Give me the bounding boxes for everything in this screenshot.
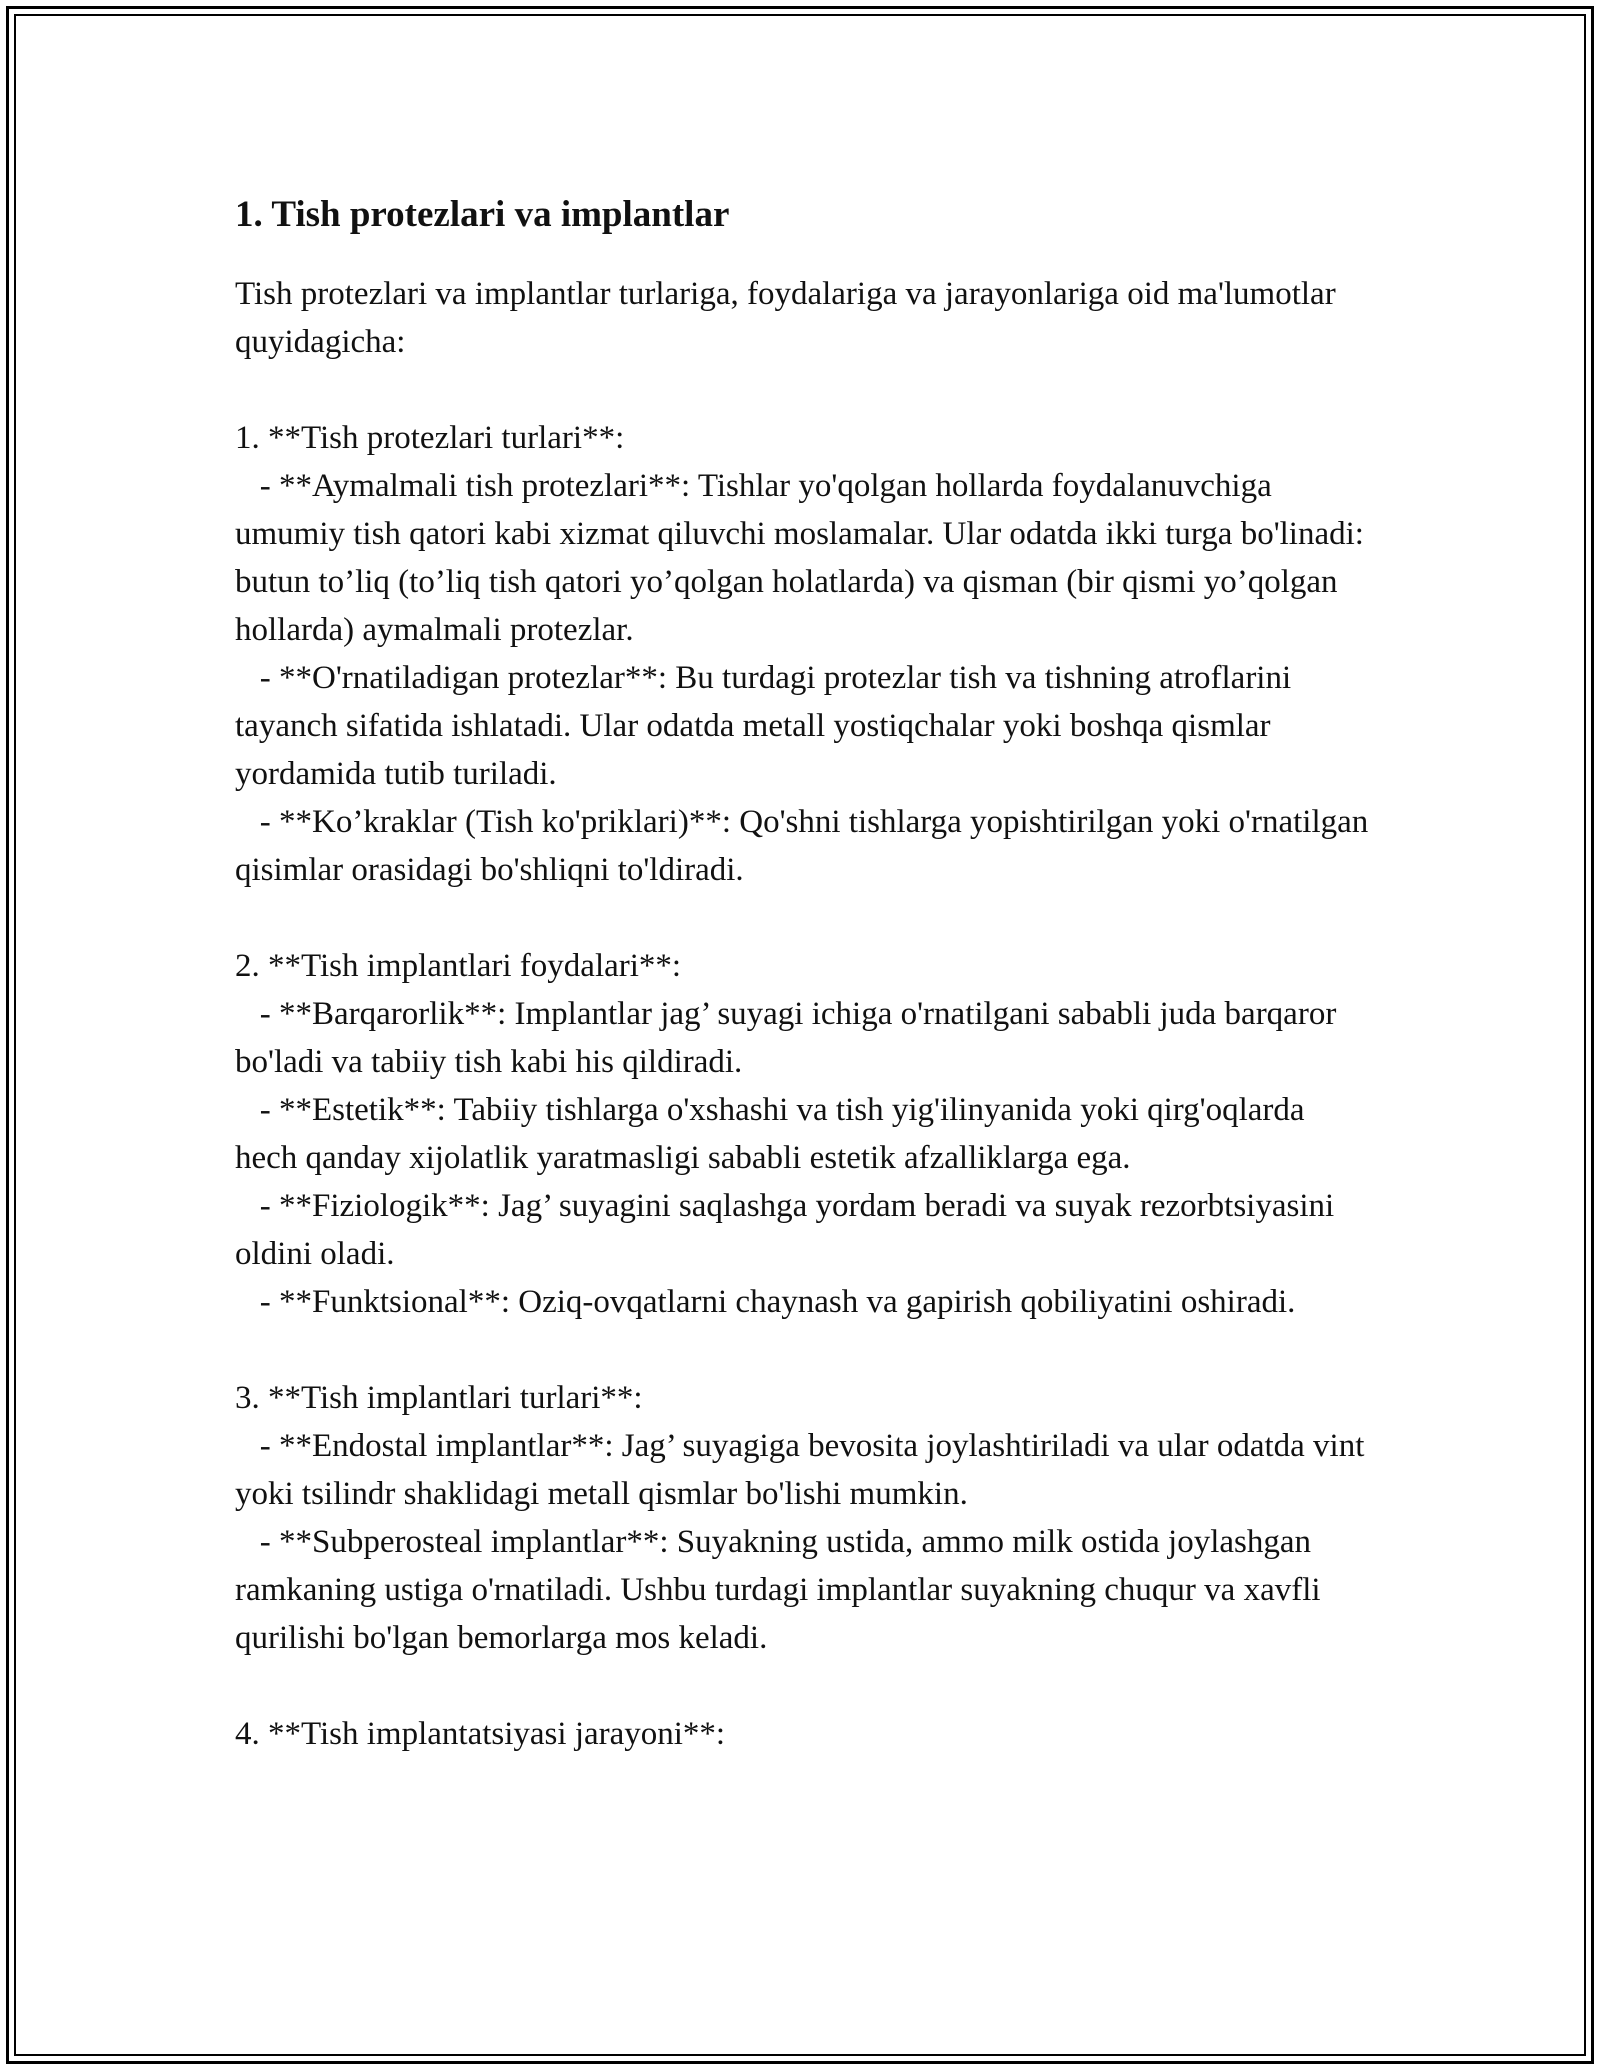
list-item: - **O'rnatiladigan protezlar**: Bu turdagi protezlar tish va tishning atroflarini tayanch sifatida ishlatadi. Ular odatda metall yostiqchalar yoki boshqa qismlar yordamida tutib turiladi.: [235, 660, 1300, 792]
list-item: - **Aymalmali tish protezlari**: Tishlar yo'qolgan hollarda foydalanuvchiga umumiy tish qatori kabi xizmat qiluvchi moslamalar. Ular odatda ikki turga bo'linadi: butun to’liq (to’liq tish qatori yo’qolgan holatlarda) va qisman (bir qismi yo’qolgan hollarda) aymalmali protezlar.: [235, 468, 1373, 648]
list-item: - **Estetik**: Tabiiy tishlarga o'xshashi va tish yig'ilinyanida yoki qirg'oqlarda hech qanday xijolatlik yaratmasligi sababli estetik afzalliklarga ega.: [235, 1092, 1313, 1176]
section-3: [235, 1374, 1375, 1662]
section-title: 4. **Tish implantatsiyasi jarayoni**:: [235, 1716, 726, 1752]
intro-paragraph: Tish protezlari va implantlar turlariga, foydalariga va jarayonlariga oid ma'lumotlar quyidagicha:: [235, 276, 1336, 360]
list-item: - **Barqarorlik**: Implantlar jag’ suyagi ichiga o'rnatilgani sababli juda barqaror bo'ladi va tabiiy tish kabi his qildiradi.: [235, 996, 1345, 1080]
document-body: [235, 182, 1375, 1758]
spacer: [235, 366, 1375, 414]
section-4: [235, 1710, 1375, 1758]
section-2: [235, 942, 1375, 1326]
list-item: - **Subperosteal implantlar**: Suyakning ustida, ammo milk ostida joylashgan ramkaning ustiga o'rnatiladi. Ushbu turdagi implantlar suyakning chuqur va xavfli qurilishi bo'lgan bemorlarga mos keladi.: [235, 1524, 1329, 1656]
section-title: 3. **Tish implantlari turlari**:: [235, 1380, 643, 1416]
list-item: - **Ko’kraklar (Tish ko'priklari)**: Qo'shni tishlarga yopishtirilgan yoki o'rnatilgan qisimlar orasidagi bo'shliqni to'ldiradi.: [235, 804, 1377, 888]
spacer: [235, 894, 1375, 942]
list-item: - **Endostal implantlar**: Jag’ suyagiga bevosita joylashtiriladi va ular odatda vint yoki tsilindr shaklidagi metall qismlar bo'lishi mumkin.: [235, 1428, 1373, 1512]
spacer: [235, 1326, 1375, 1374]
page-title: 1. Tish protezlari va implantlar: [235, 194, 730, 235]
section-title: 1. **Tish protezlari turlari**:: [235, 420, 625, 456]
spacer: [235, 1662, 1375, 1710]
section-1: [235, 414, 1375, 894]
list-item: - **Funktsional**: Oziq-ovqatlarni chaynash va gapirish qobiliyatini oshiradi.: [235, 1284, 1296, 1320]
list-item: - **Fiziologik**: Jag’ suyagini saqlashga yordam beradi va suyak rezorbtsiyasini oldini oladi.: [235, 1188, 1343, 1272]
section-title: 2. **Tish implantlari foydalari**:: [235, 948, 682, 984]
